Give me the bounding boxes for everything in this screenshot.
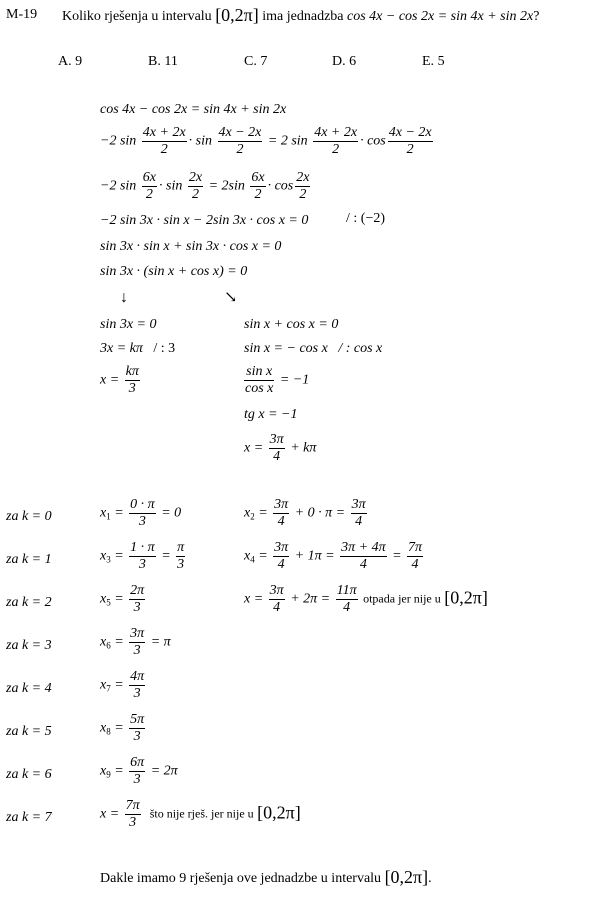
fraction: $\frac{3\pi}{4}$ <box>269 432 284 464</box>
left-branch-3: x = $\frac{k\pi}{3}$ <box>100 364 139 396</box>
step-6: sin 3x · (sin x + cos x) = 0 <box>100 264 248 279</box>
fraction: $\frac{2x}{2}$ <box>296 170 310 202</box>
problem-question <box>62 6 539 24</box>
arrow-down-icon: ↓ <box>120 289 128 306</box>
case-k5-label: za k = 5 <box>6 724 52 739</box>
step-1: cos 4x − cos 2x = sin 4x + sin 2x <box>100 102 287 117</box>
fraction: $\frac{6x}{2}$ <box>142 170 157 202</box>
fraction: $\frac{2\pi}{3}$ <box>130 583 145 615</box>
question-end: ? <box>533 9 540 24</box>
right-branch-4: tg x = −1 <box>244 407 298 422</box>
answer-a: A. 9 <box>58 54 83 69</box>
fraction: $\frac{4x - 2x}{2}$ <box>388 125 432 157</box>
fraction: $\frac{7\pi}{3}$ <box>125 798 140 830</box>
fraction: $\frac{k\pi}{3}$ <box>125 364 139 396</box>
case-k4-label: za k = 4 <box>6 681 52 696</box>
fraction: $\frac{3\pi}{4}$ <box>274 540 289 572</box>
answer-e: E. 5 <box>422 54 445 69</box>
fraction: $\frac{4x + 2x}{2}$ <box>314 125 358 157</box>
right-branch-5: x = $\frac{3\pi}{4}$ + kπ <box>244 432 317 464</box>
fraction: $\frac{5\pi}{3}$ <box>130 712 145 744</box>
fraction: $\frac{0 \cdot \pi}{3}$ <box>130 497 155 529</box>
fraction: $\frac{7\pi}{4}$ <box>408 540 423 572</box>
case-k1-left: $x_3$ = $\frac{1 \cdot \pi}{3}$ = $\frac{\pi}{3}$ <box>100 540 185 572</box>
case-k1-right: $x_4$ = $\frac{3\pi}{4}$ + 1π = $\frac{3\pi + 4\pi}{4}$ = $\frac{7\pi}{4}$ <box>244 540 423 572</box>
case-k6-label: za k = 6 <box>6 767 52 782</box>
fraction: $\frac{4x + 2x}{2}$ <box>142 125 186 157</box>
fraction: $\frac{6\pi}{3}$ <box>130 755 145 787</box>
question-interval: [0,2π] <box>215 5 259 25</box>
question-start: Koliko rješenja u intervalu <box>62 9 212 24</box>
case-k3-left: $x_6$ = $\frac{3\pi}{3}$ = π <box>100 626 171 658</box>
fraction: $\frac{4\pi}{3}$ <box>130 669 145 701</box>
answer-d: D. 6 <box>332 54 357 69</box>
left-branch-2: 3x = kπ / : 3 <box>100 341 176 356</box>
step-4: −2 sin 3x · sin x − 2sin 3x · cos x = 0 <box>100 213 309 228</box>
case-k1-label: za k = 1 <box>6 552 52 567</box>
fraction: $\frac{1 \cdot \pi}{3}$ <box>130 540 155 572</box>
fraction: $\frac{11\pi}{4}$ <box>336 583 357 615</box>
arrow-down-right-icon: ↘ <box>224 289 238 306</box>
fraction: $\frac{3\pi}{4}$ <box>274 497 289 529</box>
fraction: $\frac{4x - 2x}{2}$ <box>218 125 262 157</box>
fraction: $\frac{6x}{2}$ <box>251 170 265 202</box>
right-branch-1: sin x + cos x = 0 <box>244 317 339 332</box>
step-4-divide: / : (−2) <box>346 211 385 226</box>
fraction: $\frac{3\pi + 4\pi}{4}$ <box>341 540 386 572</box>
case-k0-right: $x_2$ = $\frac{3\pi}{4}$ + 0 · π = $\frac{3\pi}{4}$ <box>244 497 366 529</box>
right-branch-3: $\frac{\text{sin x}}{\text{cos x}}$ = −1 <box>245 364 310 396</box>
fraction: $\frac{\text{sin x}}{\text{cos x}}$ <box>245 364 274 396</box>
right-branch-2: sin x = − cos x / : cos x <box>244 341 383 356</box>
case-k2-right: x = $\frac{3\pi}{4}$ + 2π = $\frac{11\pi}{4}$ otpada jer nije u [0,2π] <box>244 583 488 615</box>
case-k7-label: za k = 7 <box>6 810 52 825</box>
case-k3-label: za k = 3 <box>6 638 52 653</box>
left-branch-1: sin 3x = 0 <box>100 317 157 332</box>
case-k7-left: x = $\frac{7\pi}{3}$ što nije rješ. jer nije u [0,2π] <box>100 798 301 830</box>
conclusion: Dakle imamo 9 rješenja ove jednadzbe u intervalu [0,2π]. <box>100 867 432 887</box>
case-k5-left: $x_8$ = $\frac{5\pi}{3}$ <box>100 712 145 744</box>
case-k2-label: za k = 2 <box>6 595 52 610</box>
question-equation: cos 4x − cos 2x = sin 4x + sin 2x <box>347 9 534 24</box>
question-mid: ima jednadzba <box>262 9 344 24</box>
fraction: $\frac{3\pi}{4}$ <box>269 583 284 615</box>
case-k2-left: $x_5$ = $\frac{2\pi}{3}$ <box>100 583 145 615</box>
case-k6-left: $x_9$ = $\frac{6\pi}{3}$ = 2π <box>100 755 178 787</box>
step-5: sin 3x · sin x + sin 3x · cos x = 0 <box>100 239 282 254</box>
fraction: $\frac{3\pi}{4}$ <box>351 497 366 529</box>
step-3: −2 sin $\frac{6x}{2}$ · sin $\frac{2x}{2}$ = 2sin $\frac{6x}{2}$ · cos $\frac{2x}{2}$ <box>100 170 310 202</box>
fraction: $\frac{3\pi}{3}$ <box>130 626 145 658</box>
case-k0-left: $x_1$ = $\frac{0 \cdot \pi}{3}$ = 0 <box>100 497 182 529</box>
fraction: $\frac{\pi}{3}$ <box>177 540 185 572</box>
case-k4-left: $x_7$ = $\frac{4\pi}{3}$ <box>100 669 145 701</box>
answer-c: C. 7 <box>244 54 268 69</box>
fraction: $\frac{2x}{2}$ <box>188 170 203 202</box>
answer-b: B. 11 <box>148 54 178 69</box>
step-2: −2 sin $\frac{4x + 2x}{2}$ · sin $\frac{4x - 2x}{2}$ = 2 sin $\frac{4x + 2x}{2}$ · cos $\frac{4x - 2x}{2}$ <box>100 125 432 157</box>
problem-id: M-19 <box>6 7 38 22</box>
case-k0-label: za k = 0 <box>6 509 52 524</box>
